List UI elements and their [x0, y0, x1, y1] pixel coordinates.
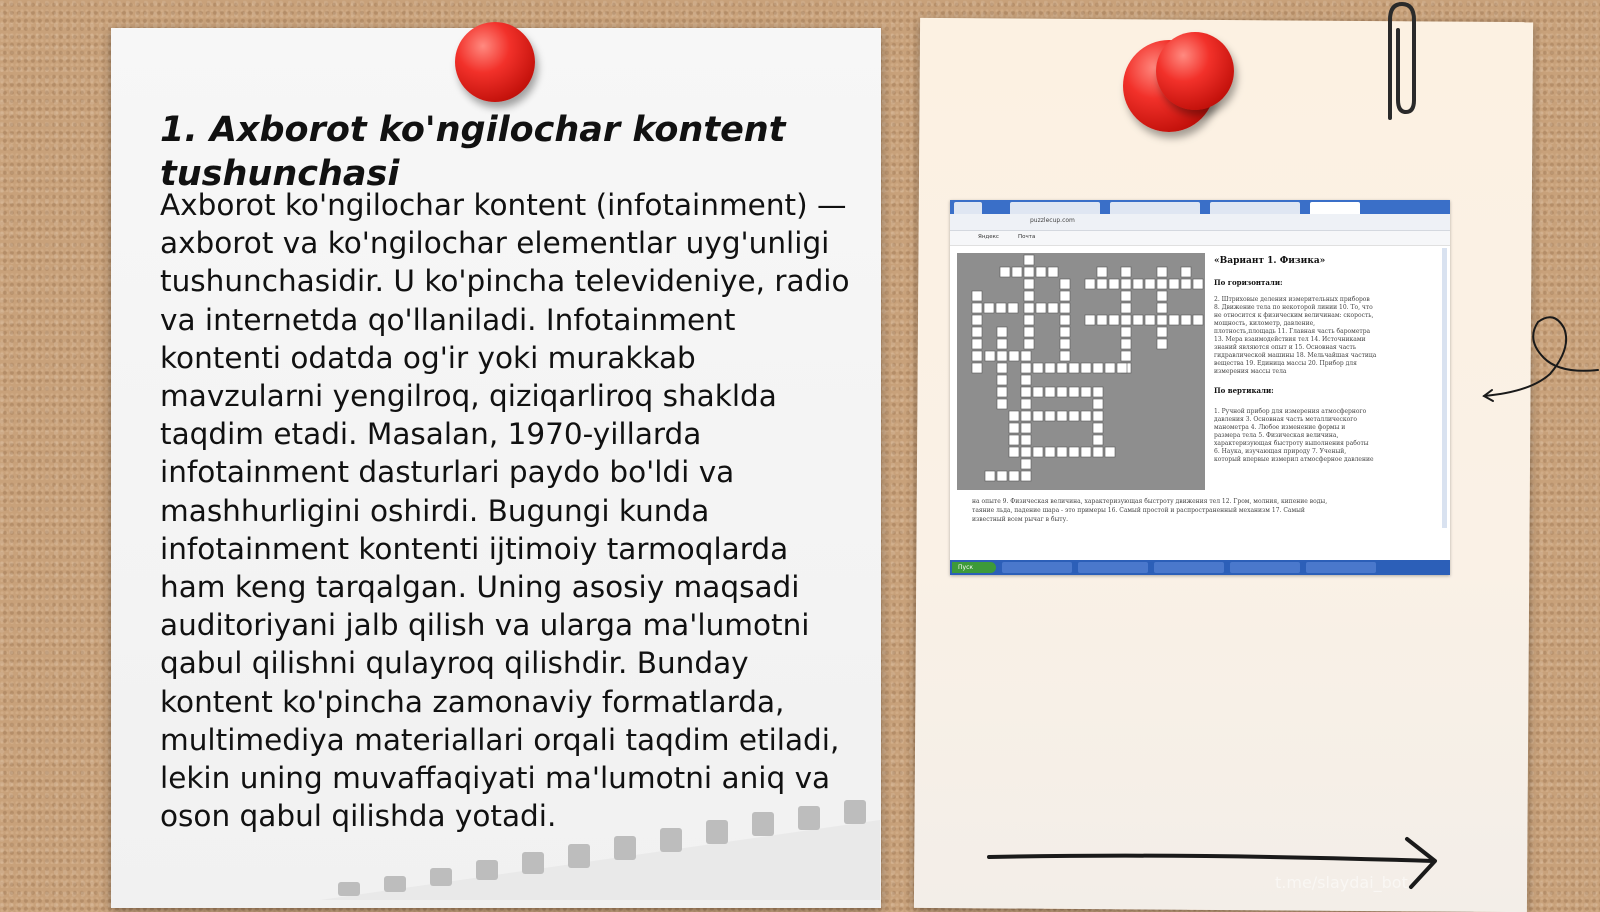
clue-line: 6. Наука, изучающая природу 7. Ученый,	[1214, 448, 1347, 455]
taskbar-item	[1002, 562, 1072, 573]
start-button: Пуск	[952, 562, 996, 573]
watermark-text: t.me/slaydai_bot	[1275, 873, 1408, 892]
clue-line: 1. Ручной прибор для измерения атмосферного	[1214, 408, 1367, 415]
browser-tab	[1010, 202, 1100, 214]
clue-line: на опыте 9. Физическая величина, характеризующая быстроту движения тел 12. Гром, молния, кипение воды,	[972, 498, 1328, 505]
slide-body-text: Axborot ko'ngilochar kontent (infotainment) — axborot va ko'ngilochar elementlar uyg'unligi tushunchasidir. U ko'pincha televideniye, radio va internetda qo'llaniladi. Infotainment kontenti odatda og'ir yoki murakkab mavzularni yengilroq, qiziqarliroq shaklda taqdim etadi. Masalan, 1970-yillarda infotainment dasturlari paydo bo'ldi va mashhurligini oshirdi. Bugungi kunda infotainment kontenti ijtimoiy tarmoqlarda ham keng tarqalgan. Uning asosiy maqsadi auditoriyani jalb qilish va ularga ma'lumotni qabul qilishni qulayroq qilishdir. Bunday kontent ko'pincha zamonaviy formatlarda, multimediya materiallari orqali taqdim etiladi, lekin uning muvaffaqiyati ma'lumotni aniq va oson qabul qilishda yotadi.	[160, 188, 850, 834]
clue-line: измерения массы тела	[1214, 368, 1287, 375]
clue-line: размера тела 5. Физическая величина,	[1214, 432, 1339, 439]
browser-url: puzzlecup.com	[1030, 217, 1075, 224]
crossword-title: «Вариант 1. Физика»	[1214, 256, 1326, 266]
clue-line: плотность,площадь 11. Главная часть барометра	[1214, 328, 1371, 335]
crossword-cells	[957, 253, 1205, 490]
taskbar-item	[1154, 562, 1224, 573]
clue-line: таяние льда, падение шара - это примеры 16. Самый простой и распространенный механизм 17. Самый	[972, 507, 1305, 514]
clue-line: давления 3. Основная часть металлического	[1214, 416, 1358, 423]
clue-line: который впервые измерил атмосферное давление	[1214, 456, 1374, 463]
clue-line: характеризующая быстроту выполнения работы	[1214, 440, 1369, 447]
clue-line: 8. Движение тела по некоторой линии 10. То, что	[1214, 304, 1373, 311]
bookmark-item: Яндекс	[978, 234, 999, 240]
red-pushpin-icon	[455, 22, 535, 102]
clue-line: не относится к физическим величинам: скорость,	[1214, 312, 1374, 319]
clue-line: знаний являются опыт и 15. Основная часть	[1214, 344, 1357, 351]
vertical-heading: По вертикали:	[1214, 386, 1274, 395]
scrollbar	[1442, 248, 1447, 528]
clue-line: вещества 19. Единица массы 20. Прибор для	[1214, 360, 1357, 367]
red-pushpin-icon	[1156, 32, 1234, 110]
browser-address-bar	[950, 214, 1450, 231]
browser-tab	[1210, 202, 1300, 214]
crossword-screenshot	[950, 200, 1450, 575]
horizontal-heading: По горизонтали:	[1214, 278, 1283, 287]
browser-tab	[954, 202, 982, 214]
browser-tab-active	[1310, 202, 1360, 214]
clue-line: гидравлической машины 18. Мельчайшая частица	[1214, 352, 1377, 359]
clue-line: мощность, километр, давление,	[1214, 320, 1316, 327]
bookmark-item: Почта	[1018, 234, 1036, 240]
hand-drawn-loop-arrow-icon	[1480, 310, 1600, 410]
clue-line: 13. Мера взаимодействия тел 14. Источниками	[1214, 336, 1366, 343]
torn-paper-edge	[320, 800, 880, 900]
clue-line: 2. Штриховые деления измерительных приборов	[1214, 296, 1370, 303]
clue-line: манометра 4. Любое изменение формы и	[1214, 424, 1346, 431]
browser-tab	[1110, 202, 1200, 214]
taskbar-item	[1306, 562, 1376, 573]
slide-title: 1. Axborot ko'ngilochar kontent tushunchasi	[160, 110, 786, 194]
paperclip-icon	[1368, 0, 1428, 130]
taskbar-item	[1078, 562, 1148, 573]
taskbar-item	[1230, 562, 1300, 573]
clue-line: известный всем рычаг в быту.	[972, 516, 1069, 523]
